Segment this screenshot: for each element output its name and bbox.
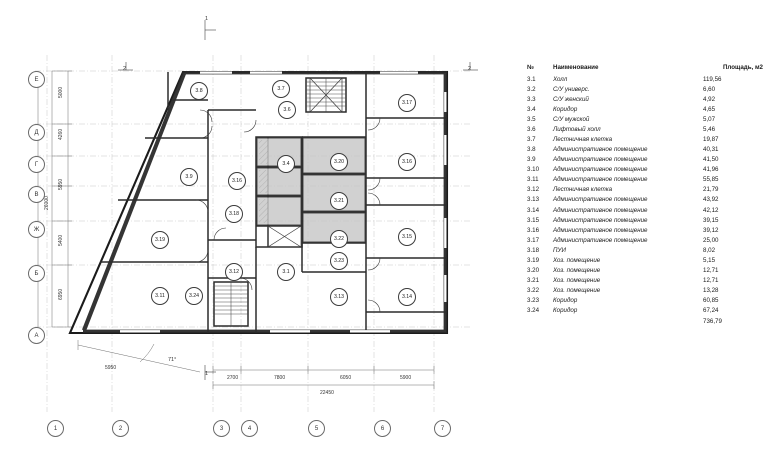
room-number-3-16: 3.16	[228, 172, 246, 190]
cell-number: 3.24	[527, 307, 540, 315]
section-mark-label: 1	[205, 371, 209, 377]
room-number-3-15: 3.15	[398, 228, 416, 246]
cell-area: 60,85	[703, 297, 719, 305]
table-row	[527, 166, 763, 176]
axis-marker-Е: Е	[28, 71, 45, 88]
table-row	[527, 196, 763, 206]
dimension-label: 4260	[58, 128, 64, 140]
cell-number: 3.19	[527, 256, 540, 264]
cell-area: 119,56	[703, 75, 722, 83]
dimension-label: 6050	[340, 375, 352, 381]
cell-area: 42,12	[703, 206, 719, 214]
cell-name: Административное помещение	[553, 226, 648, 234]
cell-name: Административное помещение	[553, 176, 648, 184]
table-row	[527, 256, 763, 266]
cell-area: 41,50	[703, 156, 719, 164]
room-number-3-17: 3.17	[398, 94, 416, 112]
cell-name: Лестничная клетка	[553, 186, 613, 194]
room-number-3-20: 3.20	[330, 153, 348, 171]
dimension-lines-bottom	[78, 340, 434, 389]
table-row	[527, 75, 763, 85]
section-mark-label: 2	[123, 66, 127, 72]
cell-number: 3.16	[527, 226, 540, 234]
cell-number: 3.12	[527, 186, 540, 194]
cell-number: 3.15	[527, 216, 540, 224]
table-row	[527, 206, 763, 216]
cell-name: С/У женский	[553, 95, 589, 103]
dimension-label: 5950	[105, 365, 117, 371]
cell-area: 41,96	[703, 166, 719, 174]
room-number-3-22: 3.22	[330, 230, 348, 248]
table-row	[527, 307, 763, 317]
table-row	[527, 226, 763, 236]
dimension-label: 7800	[274, 375, 286, 381]
axis-marker-5: 5	[308, 420, 325, 437]
cell-number: 3.6	[527, 125, 536, 133]
axis-marker-1: 1	[47, 420, 64, 437]
cell-number: 3.17	[527, 236, 540, 244]
cell-name: С/У мужской	[553, 115, 590, 123]
table-row	[527, 277, 763, 287]
cell-area: 39,12	[703, 226, 719, 234]
axis-marker-В: В	[28, 186, 45, 203]
table-row	[527, 125, 763, 135]
cell-name: Хоз. помещение	[553, 277, 601, 285]
table-row	[527, 266, 763, 276]
room-number-3-24: 3.24	[185, 287, 203, 305]
cell-name: Административное помещение	[553, 216, 648, 224]
room-number-3-1: 3.1	[277, 263, 295, 281]
dimension-label: 2700	[227, 375, 239, 381]
section-mark-label: 1	[205, 16, 209, 22]
axis-marker-Д: Д	[28, 124, 45, 141]
table-body	[527, 75, 763, 327]
cell-number: 3.3	[527, 95, 536, 103]
room-number-3-4: 3.4	[277, 155, 295, 173]
cell-number: 3.4	[527, 105, 536, 113]
table-row	[527, 287, 763, 297]
cell-number: 3.13	[527, 196, 540, 204]
dimension-label: 5000	[58, 86, 64, 98]
cell-name: Административное помещение	[553, 196, 648, 204]
header-number: №	[527, 64, 534, 71]
cell-name: Административное помещение	[553, 156, 648, 164]
cell-number: 3.20	[527, 267, 540, 275]
cell-name: Коридор	[553, 307, 578, 315]
header-area: Площадь, м2	[722, 64, 763, 71]
room-schedule	[527, 64, 763, 327]
cell-area: 13,28	[703, 287, 719, 295]
cell-area: 55,85	[703, 176, 719, 184]
table-row	[527, 85, 763, 95]
room-number-3-13: 3.13	[330, 288, 348, 306]
axis-marker-А: А	[28, 327, 45, 344]
table-row	[527, 297, 763, 307]
table-row	[527, 135, 763, 145]
room-number-3-8: 3.8	[190, 82, 208, 100]
table-header-row	[527, 64, 763, 75]
cell-number: 3.1	[527, 75, 536, 83]
table-row	[527, 95, 763, 105]
room-number-3-19: 3.19	[151, 231, 169, 249]
table-row-total	[527, 317, 763, 328]
cell-number: 3.2	[527, 85, 536, 93]
room-number-3-12: 3.12	[225, 263, 243, 281]
axis-marker-4: 4	[241, 420, 258, 437]
cell-area: 21,79	[703, 186, 719, 194]
table-row	[527, 186, 763, 196]
room-number-3-6: 3.6	[278, 101, 296, 119]
cell-name: Хоз. помещение	[553, 267, 601, 275]
cell-area: 8,02	[703, 246, 716, 254]
room-number-3-23: 3.23	[330, 252, 348, 270]
room-number-3-7: 3.7	[272, 80, 290, 98]
section-mark-label: 2	[468, 66, 472, 72]
cell-area: 4,65	[703, 105, 716, 113]
cell-name: С/У универс.	[553, 85, 590, 93]
room-number-3-9: 3.9	[180, 168, 198, 186]
cell-number: 3.10	[527, 166, 540, 174]
cell-name: Холл	[553, 75, 568, 83]
room-schedule-table	[527, 64, 763, 327]
cell-number: 3.14	[527, 206, 540, 214]
cell-number: 3.5	[527, 115, 536, 123]
cell-area: 5,07	[703, 115, 716, 123]
cell-total-area: 736,79	[703, 317, 722, 325]
cell-area: 12,71	[703, 277, 719, 285]
cell-name: Коридор	[553, 297, 578, 305]
cell-area: 40,31	[703, 146, 719, 154]
cell-number: 3.18	[527, 246, 540, 254]
cell-name: Административное помещение	[553, 236, 648, 244]
cell-name: Административное помещение	[553, 206, 648, 214]
cell-number: 3.9	[527, 156, 536, 164]
room-number-3-18: 3.18	[225, 205, 243, 223]
cell-number: 3.7	[527, 136, 536, 144]
axis-marker-6: 6	[374, 420, 391, 437]
cell-area: 12,71	[703, 267, 719, 275]
cell-area: 6,60	[703, 85, 716, 93]
axis-marker-3: 3	[213, 420, 230, 437]
axis-marker-7: 7	[434, 420, 451, 437]
axis-marker-Ж: Ж	[28, 221, 45, 238]
cell-area: 5,15	[703, 256, 716, 264]
cell-number: 3.8	[527, 146, 536, 154]
cell-name: Административное помещение	[553, 166, 648, 174]
cell-name: Лестничная клетка	[553, 136, 613, 144]
table-row	[527, 105, 763, 115]
cell-area: 5,46	[703, 125, 716, 133]
cell-area: 67,24	[703, 307, 719, 315]
cell-number: 3.21	[527, 277, 540, 285]
dimension-label: 5400	[58, 234, 64, 246]
axis-marker-Г: Г	[28, 156, 45, 173]
cell-name: Административное помещение	[553, 146, 648, 154]
angle-label: 71°	[168, 357, 177, 363]
cell-area: 39,15	[703, 216, 719, 224]
room-number-3-14: 3.14	[398, 288, 416, 306]
cell-name: Хоз. помещение	[553, 256, 601, 264]
cell-number: 3.11	[527, 176, 539, 184]
room-number-3-16: 3.16	[398, 153, 416, 171]
dimension-label: 6950	[58, 288, 64, 300]
dimension-label: 5900	[400, 375, 412, 381]
table-row	[527, 115, 763, 125]
cell-area: 4,92	[703, 95, 716, 103]
dimension-label: 5950	[58, 178, 64, 190]
cell-name: ПУИ	[553, 246, 566, 254]
room-number-3-11: 3.11	[151, 287, 169, 305]
cell-name: Лифтовый холл	[553, 125, 601, 133]
dimension-label: 26000	[44, 196, 50, 210]
axis-marker-Б: Б	[28, 265, 45, 282]
table-row	[527, 236, 763, 246]
cell-name: Хоз. помещение	[553, 287, 601, 295]
cell-number: 3.22	[527, 287, 540, 295]
cell-number: 3.23	[527, 297, 540, 305]
core-hatch	[259, 140, 268, 223]
cell-area: 19,87	[703, 136, 719, 144]
table-row	[527, 146, 763, 156]
cell-area: 25,00	[703, 236, 719, 244]
cell-name: Коридор	[553, 105, 578, 113]
table-row	[527, 216, 763, 226]
table-row	[527, 246, 763, 256]
header-name: Наименование	[553, 64, 599, 71]
dimension-label: 22450	[320, 390, 334, 396]
room-number-3-21: 3.21	[330, 192, 348, 210]
table-row	[527, 176, 763, 186]
axis-marker-2: 2	[112, 420, 129, 437]
cell-area: 43,92	[703, 196, 719, 204]
table-row	[527, 156, 763, 166]
